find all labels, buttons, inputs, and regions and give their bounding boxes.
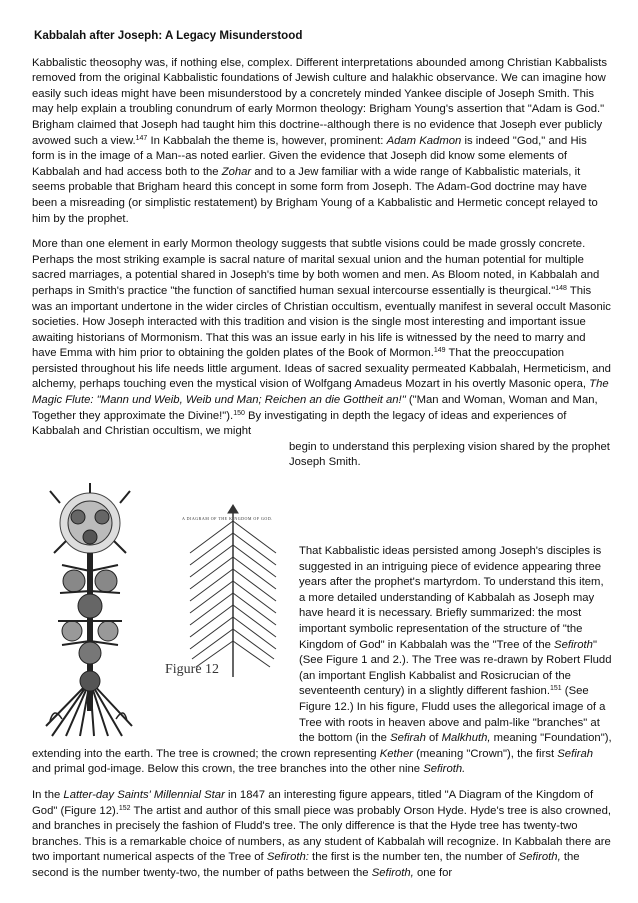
footnote-ref[interactable]: 147 (135, 134, 148, 142)
hyde-tree-diagram (190, 505, 276, 677)
figure-caption: Figure 12 (165, 662, 220, 678)
page-title: Kabbalah after Joseph: A Legacy Misunderstood (34, 29, 303, 42)
diagram-title: A DIAGRAM OF THE KINGDOM OF GOD. (182, 516, 273, 522)
footnote-ref[interactable]: 152 (118, 804, 131, 812)
figure-12 (32, 481, 289, 739)
paragraph-3: That Kabbalistic ideas persisted among Joseph's disciples is suggested in an intriguing piece of evidence appearing three years after the prophet's martyrdom. To understand this item, a more detailed understanding of Kabbalah as Joseph may have heard it is necessary. Briefly summarized: the most important symbolic representation of the structure of "the Kingdom of God" in Kabbalah was the "Tree of the Sefiroth" (See Figure 1 and 2.). The Tree was re-drawn by Robert Fludd (an important English Kabbalist and Rosicrucian of the seventeenth century) in a slightly different fashion.$^{151}$ (See Figure 12.) In his figure, Fludd uses the allegorical image of a Tree with roots in heaven above and palm-like "branches" at the bottom (in the Sefirah of Malkhuth, meaning "Foundation"), extending into the earth. The tree is crowned; the crown representing Kether (meaning "Crown"), the first Sefirah and primal god-image. Below this crown, the tree branches into the other nine Sefiroth. (32, 545, 612, 776)
paragraph-1: Kabbalistic theosophy was, if nothing else, complex. Different interpretations abounded among Christian Kabbalists removed from the original Kabbalistic foundations of Jewish culture and halakhic observance. We can imagine how easily such ideas might have been misunderstood by a concretely minded Yankee disciple of Joseph Smith. This may help explain a troubling conundrum of early Mormon theology: Brigham Young's assertion that "Adam is God." Brigham claimed that Joseph had taught him this doctrine--although there is no evidence that Joseph ever publicly avowed such a view.$^{147}$ In Kabbalah the theme is, however, prominent: Adam Kadmon is indeed "God," and His form is in the image of a Man--as noted earlier. Given the evidence that Joseph did know some elements of Kabbalah and had access both to the Zohar and to a Jew familiar with a wide range of Kabbalistic materials, it seems probable that Brigham heard this concept in some form from Joseph. The Adam-God doctrine may have been a misreading (or simplistic restatement) by Brigham Young of a Kabbalistic and Hermetic concept relayed to him by the prophet. (32, 56, 608, 225)
paragraph-2-continued: begin to understand this perplexing vision shared by the prophet Joseph Smith. (289, 440, 610, 469)
page (32, 28, 612, 892)
paragraph-4: In the Latter-day Saints' Millennial Star in 1847 an interesting figure appears, titled "A Diagram of the Kingdom of God" (Figure 12).$^{152}$ The artist and author of this small piece was probably Orson Hyde. Hyde's tree is also crowned, and branches in precisely the fashion of Fludd's tree. The only difference is that the Hyde tree has twenty-two branches. This is a remarkable choice of numbers, as any student of Kabbalah will recognize. In Kabbalah there are two important numerical aspects of the Tree of Sefiroth: the first is the number ten, the number of Sefiroth, the second is the number twenty-two, the number of paths between the Sefiroth, one for (32, 788, 611, 879)
footnote-ref[interactable]: 150 (233, 409, 245, 417)
fludd-tree-illustration (46, 483, 132, 736)
paragraph-2: More than one element in early Mormon theology suggests that subtle visions could be made grossly concrete. Perhaps the most striking example is sacral nature of marital sexual union and the human potential for multiple sacred marriages, a potential shared in Joseph's time by both women and men. As Bloom noted, in Kabbalah and perhaps in Smith's practice "the function of sanctified human sexual intercourse essentially is theurgical."$^{148}$ This was an important undertone in the wider circles of Christian occultism, eventually manifest in several occult Masonic societies. How Joseph interacted with this tradition and vision is the single most interesting and important issue awaiting historians of Mormonism. That this was an issue early in his life is witnessed by the need to marry and have Emma with him prior to obtaining the golden plates of the Book of Mormon.$^{149}$ That the preoccupation persisted throughout his life needs little argument. Ideas of sacred sexuality permeated Kabbalah, Hermeticism, and alchemy, perhaps touching even the mystical vision of Wolfgang Amadeus Mozart in his overtly Masonic opera, The Magic Flute: "Mann und Weib, Weib und Man; Reichen an die Gottheit an!" ("Man and Woman, Woman and Man, Together they approximate the Divine!").$^{150}$ By investigating in depth the legacy of ideas and experiences of Kabbalah and Christian occultism, we might (32, 238, 611, 438)
footnote-ref[interactable]: 149 (433, 347, 446, 355)
footnote-ref[interactable]: 148 (555, 284, 567, 292)
footnote-ref[interactable]: 151 (549, 685, 562, 693)
